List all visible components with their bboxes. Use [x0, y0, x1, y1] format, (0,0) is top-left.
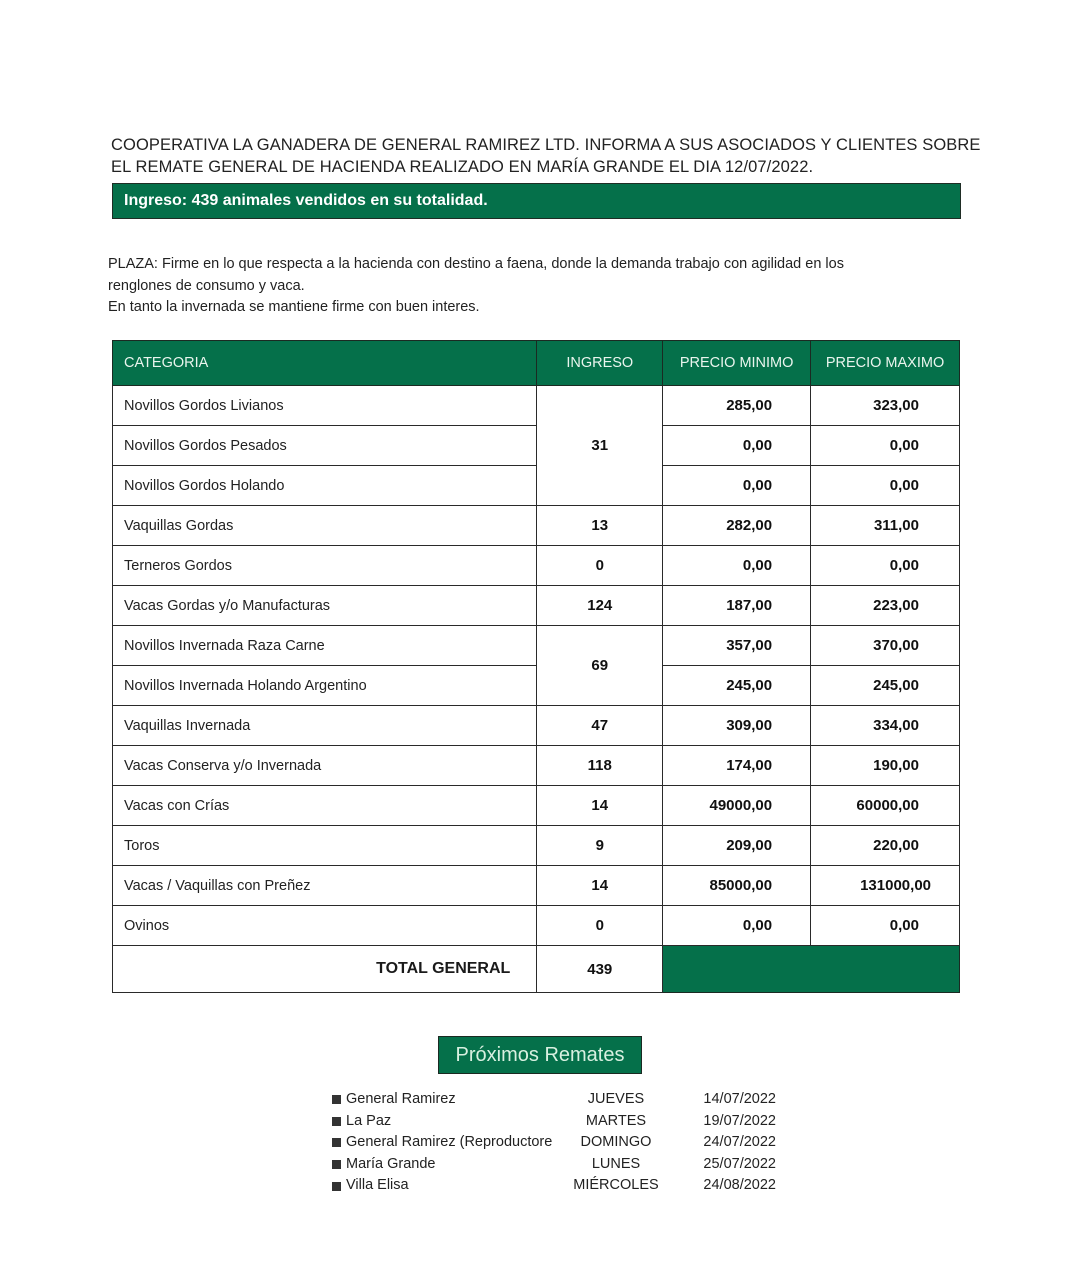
- table-row: [113, 626, 960, 666]
- total-value: 439: [537, 946, 663, 993]
- cell-ingreso: 0: [537, 546, 663, 586]
- cell-precio-maximo: 323,00: [811, 386, 960, 426]
- cell-ingreso: 9: [537, 826, 663, 866]
- plaza-summary: [108, 254, 928, 319]
- cell-precio-minimo: 209,00: [663, 826, 811, 866]
- list-item: [332, 1132, 776, 1154]
- list-item: [332, 1089, 776, 1111]
- cell-categoria: Vacas / Vaquillas con Preñez: [113, 866, 537, 906]
- square-bullet-icon: [332, 1160, 341, 1169]
- remate-place: María Grande: [346, 1155, 436, 1172]
- cell-ingreso: 0: [537, 906, 663, 946]
- remate-date: 14/07/2022: [703, 1091, 776, 1107]
- cell-precio-minimo: 174,00: [663, 746, 811, 786]
- col-header-ingreso: INGRESO: [537, 341, 663, 386]
- cell-categoria: Vacas Conserva y/o Invernada: [113, 746, 537, 786]
- col-header-precio-maximo: PRECIO MAXIMO: [811, 341, 960, 386]
- cell-precio-maximo: 0,00: [811, 546, 960, 586]
- square-bullet-icon: [332, 1138, 341, 1147]
- total-label: TOTAL GENERAL: [113, 946, 537, 993]
- cell-ingreso: 47: [537, 706, 663, 746]
- cell-precio-maximo: 0,00: [811, 426, 960, 466]
- cell-precio-minimo: 0,00: [663, 906, 811, 946]
- remate-place: Villa Elisa: [346, 1177, 409, 1194]
- list-item: [332, 1111, 776, 1133]
- cell-precio-minimo: 285,00: [663, 386, 811, 426]
- cell-precio-minimo: 0,00: [663, 466, 811, 506]
- plaza-line-2: renglones de consumo y vaca.: [108, 277, 305, 294]
- table-row: [113, 706, 960, 746]
- cell-categoria: Novillos Invernada Holando Argentino: [113, 666, 537, 706]
- cell-precio-maximo: 190,00: [811, 746, 960, 786]
- cell-precio-minimo: 187,00: [663, 586, 811, 626]
- col-header-precio-minimo: PRECIO MINIMO: [663, 341, 811, 386]
- cell-categoria: Vaquillas Gordas: [113, 506, 537, 546]
- cell-categoria: Novillos Invernada Raza Carne: [113, 626, 537, 666]
- cell-precio-minimo: 49000,00: [663, 786, 811, 826]
- remate-day: LUNES: [591, 1155, 641, 1172]
- square-bullet-icon: [332, 1117, 341, 1126]
- total-row: [113, 946, 960, 993]
- table-row: [113, 386, 960, 426]
- remate-date: 25/07/2022: [703, 1155, 776, 1172]
- cell-precio-maximo: 223,00: [811, 586, 960, 626]
- table-row: [113, 506, 960, 546]
- cell-ingreso: 124: [537, 586, 663, 626]
- table-row: [113, 906, 960, 946]
- cell-precio-maximo: 60000,00: [811, 786, 960, 826]
- heading-line-1: COOPERATIVA LA GANADERA DE GENERAL RAMIREZ LTD. INFORMA A SUS ASOCIADOS Y CLIENTES SOBRE: [111, 136, 981, 154]
- table-row: [113, 666, 960, 706]
- remate-place: General Ramirez (Reproductore: [346, 1134, 553, 1151]
- cell-precio-maximo: 334,00: [811, 706, 960, 746]
- cell-precio-minimo: 282,00: [663, 506, 811, 546]
- cell-categoria: Terneros Gordos: [113, 546, 537, 586]
- table-row: [113, 586, 960, 626]
- cell-categoria: Vacas con Crías: [113, 786, 537, 826]
- proximos-remates-title: Próximos Remates: [438, 1036, 642, 1074]
- cell-categoria: Vacas Gordas y/o Manufacturas: [113, 586, 537, 626]
- cell-precio-maximo: 311,00: [811, 506, 960, 546]
- cell-precio-minimo: 309,00: [663, 706, 811, 746]
- remate-day: MARTES: [585, 1112, 647, 1129]
- cell-precio-minimo: 245,00: [663, 666, 811, 706]
- cell-ingreso: 14: [537, 786, 663, 826]
- list-item: [332, 1175, 776, 1197]
- cell-precio-maximo: 220,00: [811, 826, 960, 866]
- col-header-categoria: CATEGORIA: [113, 341, 537, 386]
- remate-day: MIÉRCOLES: [573, 1177, 659, 1194]
- remate-day: JUEVES: [587, 1091, 645, 1107]
- table-row: [113, 826, 960, 866]
- remate-date: 24/07/2022: [703, 1134, 776, 1151]
- remate-place: General Ramirez: [346, 1091, 456, 1107]
- report-heading: [111, 134, 981, 178]
- remate-date: 19/07/2022: [703, 1112, 776, 1129]
- remate-date: 24/08/2022: [703, 1177, 776, 1194]
- table-row: [113, 426, 960, 466]
- table-row: [113, 746, 960, 786]
- cell-categoria: Toros: [113, 826, 537, 866]
- cell-ingreso: 13: [537, 506, 663, 546]
- cell-categoria: Vaquillas Invernada: [113, 706, 537, 746]
- cell-categoria: Ovinos: [113, 906, 537, 946]
- plaza-line-1: PLAZA: Firme en lo que respecta a la hacienda con destino a faena, donde la demanda trabajo con agilidad en los: [108, 256, 844, 272]
- cell-ingreso: 118: [537, 746, 663, 786]
- remate-place: La Paz: [346, 1112, 392, 1129]
- cell-ingreso: 69: [537, 626, 663, 706]
- cell-precio-maximo: 131000,00: [811, 866, 960, 906]
- cell-precio-maximo: 0,00: [811, 466, 960, 506]
- cell-categoria: Novillos Gordos Livianos: [113, 386, 537, 426]
- ingreso-banner: Ingreso: 439 animales vendidos en su totalidad.: [112, 183, 961, 219]
- table-row: [113, 546, 960, 586]
- table-row: [113, 466, 960, 506]
- cell-categoria: Novillos Gordos Holando: [113, 466, 537, 506]
- square-bullet-icon: [332, 1182, 341, 1191]
- cell-precio-maximo: 370,00: [811, 626, 960, 666]
- cell-precio-minimo: 0,00: [663, 546, 811, 586]
- table-row: [113, 866, 960, 906]
- cell-precio-maximo: 245,00: [811, 666, 960, 706]
- prices-table: [112, 340, 960, 993]
- cell-precio-minimo: 85000,00: [663, 866, 811, 906]
- list-item: [332, 1154, 776, 1176]
- table-row: [113, 786, 960, 826]
- cell-precio-minimo: 357,00: [663, 626, 811, 666]
- cell-categoria: Novillos Gordos Pesados: [113, 426, 537, 466]
- proximos-remates-list: [332, 1089, 776, 1197]
- cell-ingreso: 14: [537, 866, 663, 906]
- plaza-line-3: En tanto la invernada se mantiene firme con buen interes.: [108, 299, 480, 315]
- cell-ingreso: 31: [537, 386, 663, 506]
- cell-precio-minimo: 0,00: [663, 426, 811, 466]
- table-header-row: [113, 341, 960, 386]
- cell-precio-maximo: 0,00: [811, 906, 960, 946]
- square-bullet-icon: [332, 1095, 341, 1104]
- remate-day: DOMINGO: [580, 1134, 652, 1151]
- heading-line-2: EL REMATE GENERAL DE HACIENDA REALIZADO EN MARÍA GRANDE EL DIA 12/07/2022.: [111, 158, 814, 176]
- total-green-block: [663, 946, 960, 993]
